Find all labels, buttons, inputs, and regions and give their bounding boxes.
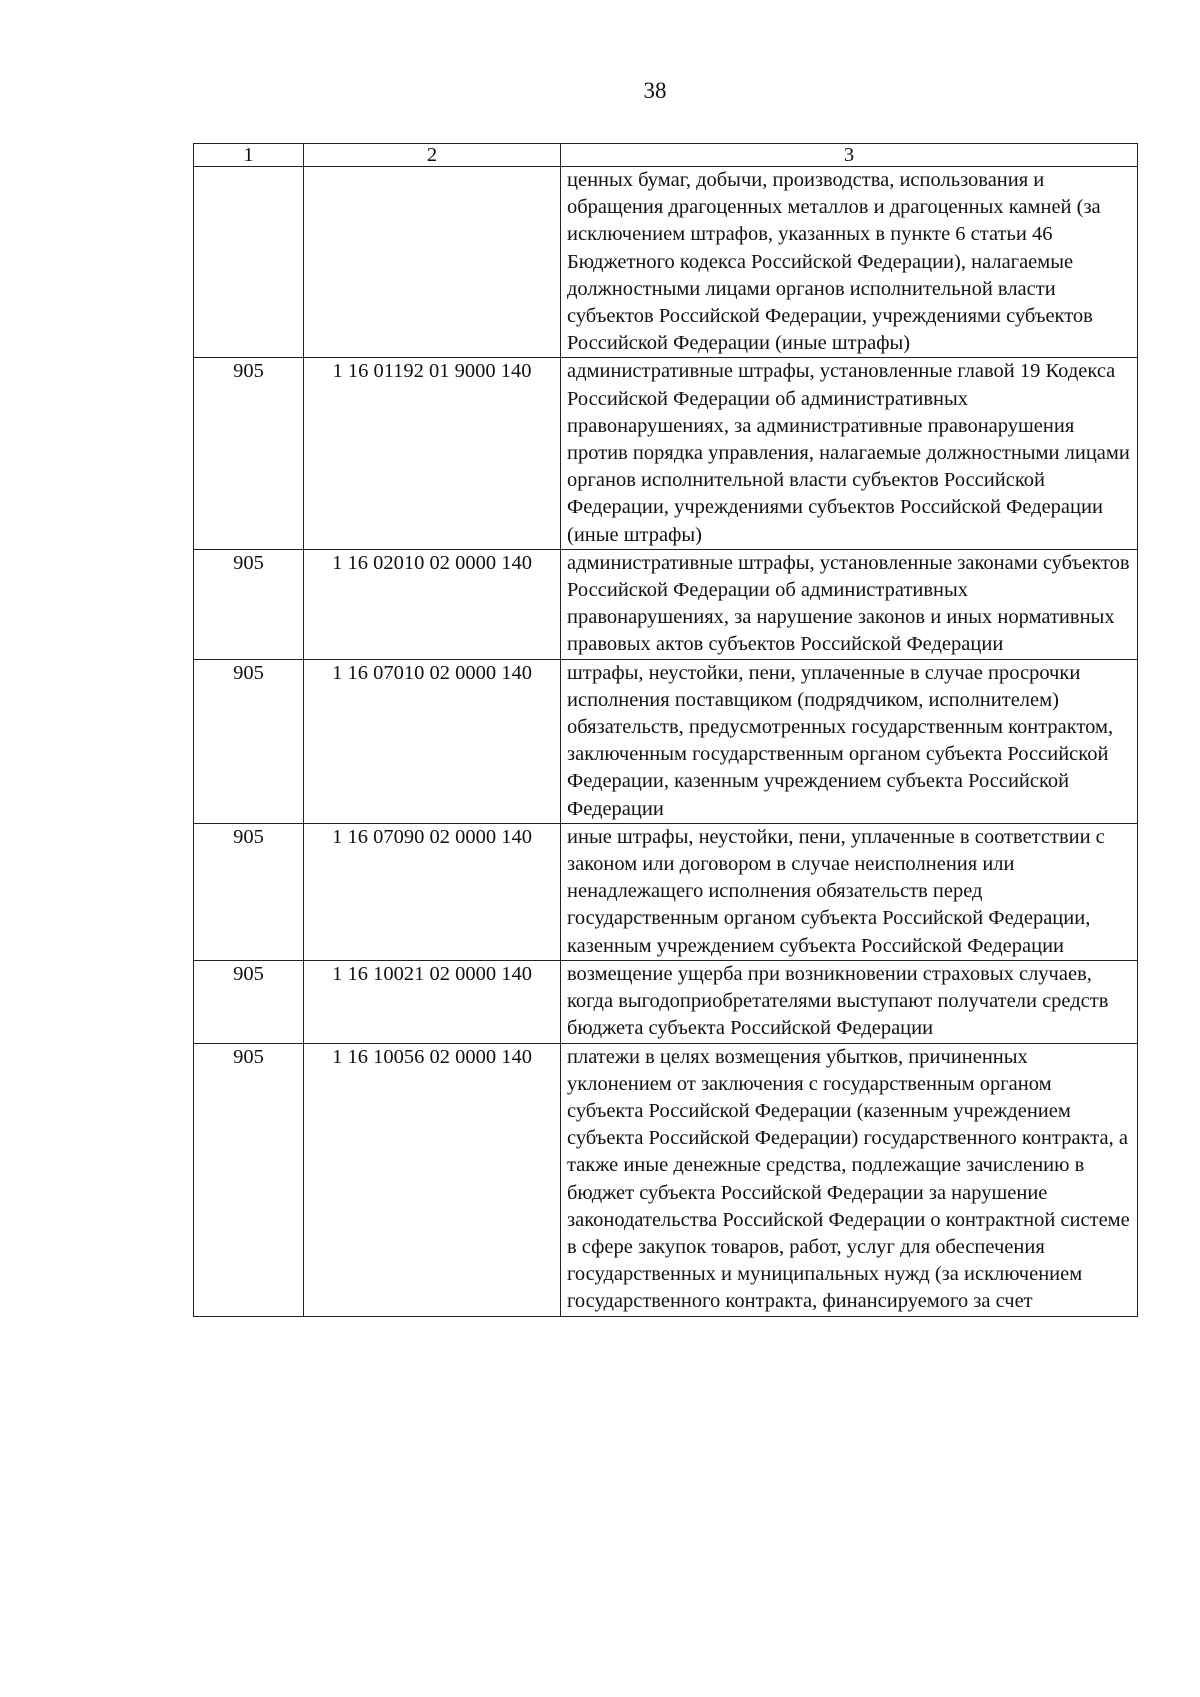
description-cell: возмещение ущерба при возникновении страховых случаев, когда выгодоприобретателями выступают получатели средств бюджета субъекта Российской Федерации xyxy=(561,960,1138,1043)
table-row xyxy=(194,549,1138,659)
column-header-2: 2 xyxy=(304,144,561,167)
description-cell: платежи в целях возмещения убытков, причиненных уклонением от заключения с государственным органом субъекта Российской Федерации (казенным учреждением субъекта Российской Федерации) государственного контракта, а также иные денежные средства, подлежащие зачислению в бюджет субъекта Российской Федерации за нарушение законодательства Российской Федерации о контрактной системе в сфере закупок товаров, работ, услуг для обеспечения государственных и муниципальных нужд (за исключением государственного контракта, финансируемого за счет xyxy=(561,1043,1138,1316)
description-cell: ценных бумаг, добычи, производства, использования и обращения драгоценных металлов и драгоценных камней (за исключением штрафов, указанных в пункте 6 статьи 46 Бюджетного кодекса Российской Федерации), налагаемые должностными лицами органов исполнительной власти субъектов Российской Федерации, учреждениями субъектов Российской Федерации (иные штрафы) xyxy=(561,167,1138,358)
revenue-code-cell: 1 16 10021 02 0000 140 xyxy=(304,960,561,1043)
revenue-code-cell: 1 16 10056 02 0000 140 xyxy=(304,1043,561,1316)
table-row xyxy=(194,358,1138,549)
description-cell: иные штрафы, неустойки, пени, уплаченные в соответствии с законом или договором в случае неисполнения или ненадлежащего исполнения обязательств перед государственным органом субъекта Российской Федерации, казенным учреждением субъекта Российской Федерации xyxy=(561,823,1138,960)
table-row xyxy=(194,167,1138,358)
admin-code-cell xyxy=(194,167,304,358)
admin-code-cell: 905 xyxy=(194,549,304,659)
table-header-row xyxy=(194,144,1138,167)
admin-code-cell: 905 xyxy=(194,358,304,549)
description-cell: штрафы, неустойки, пени, уплаченные в случае просрочки исполнения поставщиком (подрядчиком, исполнителем) обязательств, предусмотренных государственным контрактом, заключенным государственным органом субъекта Российской Федерации, казенным учреждением субъекта Российской Федерации xyxy=(561,659,1138,823)
table-row xyxy=(194,960,1138,1043)
table-row xyxy=(194,659,1138,823)
admin-code-cell: 905 xyxy=(194,659,304,823)
column-header-3: 3 xyxy=(561,144,1138,167)
revenue-code-cell: 1 16 01192 01 9000 140 xyxy=(304,358,561,549)
revenue-code-cell: 1 16 07090 02 0000 140 xyxy=(304,823,561,960)
admin-code-cell: 905 xyxy=(194,960,304,1043)
admin-code-cell: 905 xyxy=(194,823,304,960)
admin-code-cell: 905 xyxy=(194,1043,304,1316)
description-cell: административные штрафы, установленные главой 19 Кодекса Российской Федерации об административных правонарушениях, за административные правонарушения против порядка управления, налагаемые должностными лицами органов исполнительной власти субъектов Российской Федерации, учреждениями субъектов Российской Федерации (иные штрафы) xyxy=(561,358,1138,549)
revenue-code-cell: 1 16 02010 02 0000 140 xyxy=(304,549,561,659)
revenue-code-cell xyxy=(304,167,561,358)
description-cell: административные штрафы, установленные законами субъектов Российской Федерации об административных правонарушениях, за нарушение законов и иных нормативных правовых актов субъектов Российской Федерации xyxy=(561,549,1138,659)
page-number: 38 xyxy=(643,78,667,103)
revenue-codes-table xyxy=(193,143,1138,1317)
table-row xyxy=(194,1043,1138,1316)
table-row xyxy=(194,823,1138,960)
revenue-code-cell: 1 16 07010 02 0000 140 xyxy=(304,659,561,823)
column-header-1: 1 xyxy=(194,144,304,167)
